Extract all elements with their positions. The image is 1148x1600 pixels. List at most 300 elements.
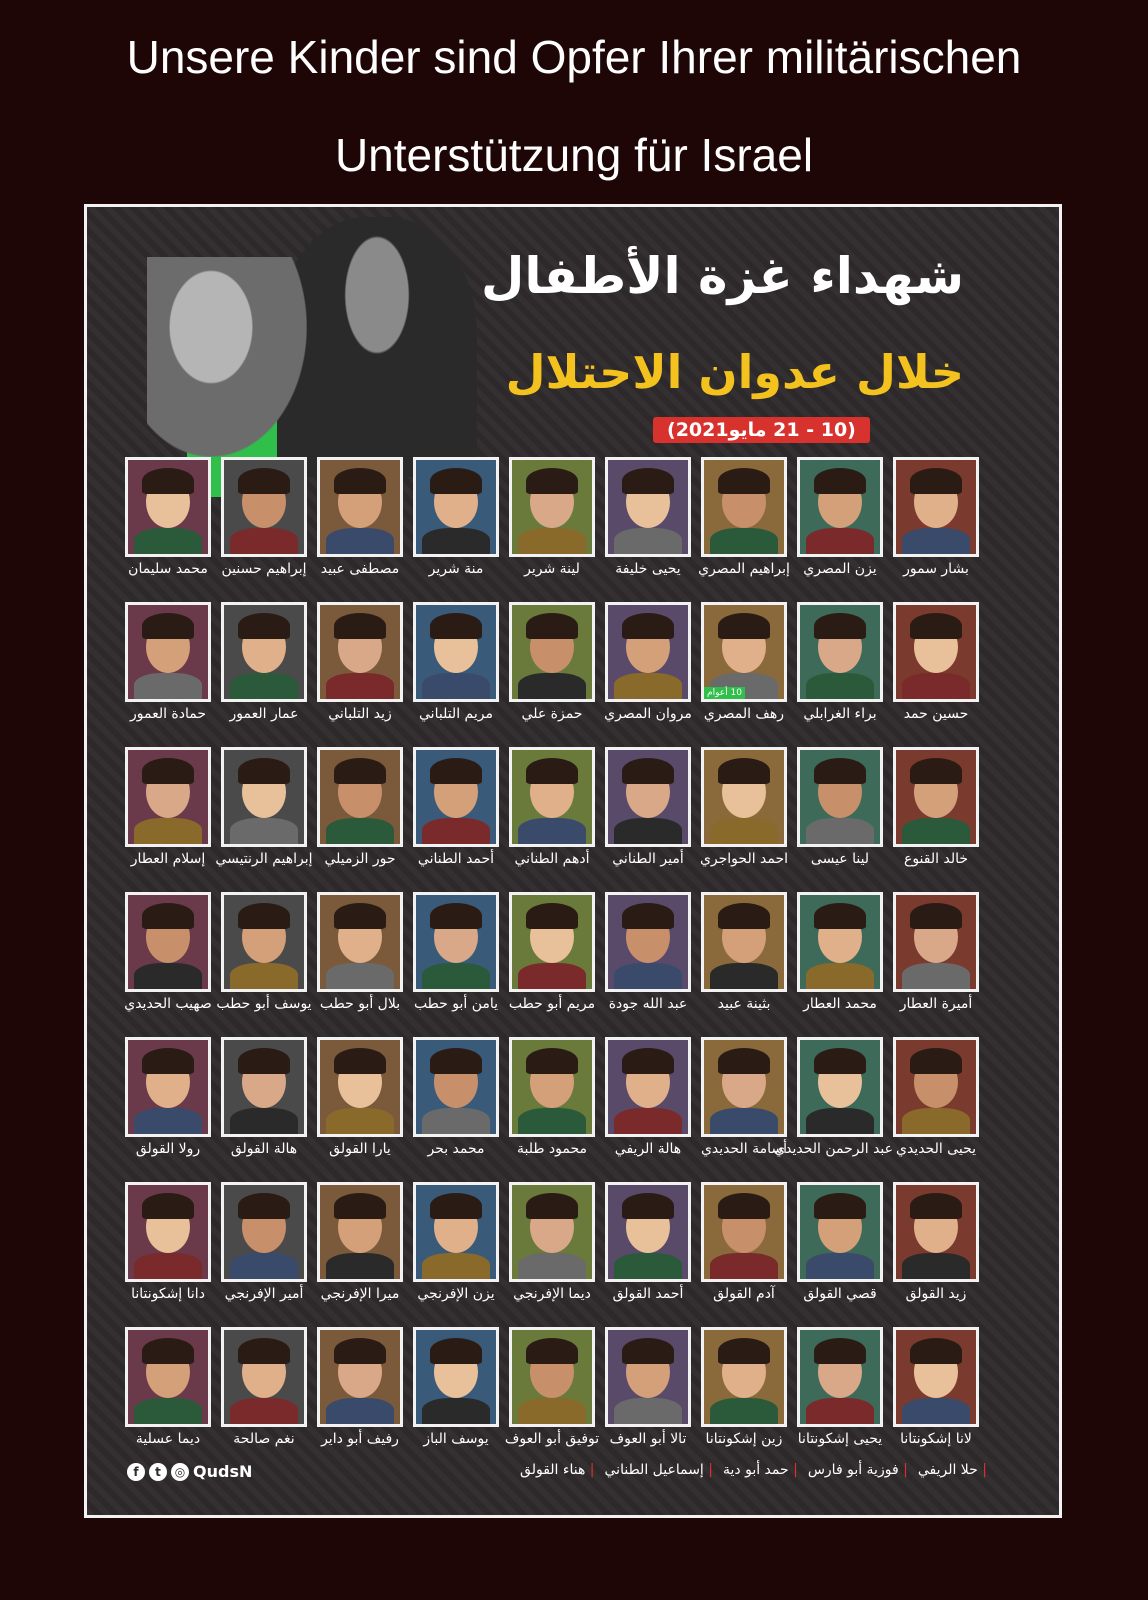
child-photo [605,602,691,702]
child-photo [893,1037,979,1137]
hair-shape [526,903,578,929]
child-photo [605,747,691,847]
shirt-shape [614,673,682,702]
child-card [221,1182,307,1312]
shirt-shape [518,528,586,557]
child-name: رفيف أبو داير [321,1431,399,1447]
poster-footer [127,1462,1027,1492]
child-name: إبراهيم حسنين [221,561,307,577]
child-photo [125,1037,211,1137]
child-photo [701,1327,787,1427]
child-photo [893,1327,979,1427]
child-card [797,457,883,587]
shirt-shape [134,528,202,557]
child-card [605,602,691,732]
hair-shape [910,468,962,494]
hair-shape [430,1338,482,1364]
child-photo [605,1182,691,1282]
child-name: يحيى إشكونتانا [797,1431,883,1447]
child-photo [317,457,403,557]
hair-shape [814,1048,866,1074]
shirt-shape [806,673,874,702]
child-card [216,892,312,1022]
hair-shape [526,1338,578,1364]
hair-shape [430,613,482,639]
hair-shape [142,758,194,784]
brand-name: QudsN [193,1462,253,1481]
shirt-shape [230,1108,298,1137]
hair-shape [718,613,770,639]
child-photo [605,1037,691,1137]
hair-shape [814,613,866,639]
child-name: لينة شرير [524,561,580,577]
child-photo [317,892,403,992]
hair-shape [526,613,578,639]
hair-shape [910,613,962,639]
shirt-shape [230,1253,298,1282]
child-card [413,602,499,732]
child-name: يحيى الحديدي [895,1141,977,1157]
hair-shape [142,1048,194,1074]
child-photo [797,1037,883,1137]
shirt-shape [230,963,298,992]
hair-shape [718,758,770,784]
shirt-shape [422,818,490,847]
hero-photo [147,217,477,477]
hair-shape [430,1048,482,1074]
hair-shape [142,903,194,929]
child-photo [125,1327,211,1427]
poster-subtitle: خلال عدوان الاحتلال [505,345,964,399]
child-name: رهف المصري [703,706,785,722]
shirt-shape [902,963,970,992]
child-name: يوسف الباز [423,1431,489,1447]
shirt-shape [422,1108,490,1137]
child-photo [509,1037,595,1137]
shirt-shape [422,963,490,992]
extra-name: | إسماعيل الطناني [605,1462,713,1478]
child-card [317,892,403,1022]
hair-shape [142,613,194,639]
child-card [413,1182,499,1312]
shirt-shape [134,1253,202,1282]
child-name: ديما الإفرنجي [513,1286,591,1302]
child-name: محمد بحر [427,1141,485,1157]
child-name: حمادة العمور [129,706,207,722]
hair-shape [718,1338,770,1364]
shirt-shape [614,963,682,992]
child-name: عمار العمور [229,706,299,722]
poster-title: شهداء غزة الأطفال [481,247,964,305]
child-name: حور الزميلي [324,851,396,867]
shirt-shape [902,1398,970,1427]
hair-shape [334,613,386,639]
child-photo [701,457,787,557]
child-card [797,1182,883,1312]
child-photo [509,602,595,702]
shirt-shape [806,1253,874,1282]
shirt-shape [326,1253,394,1282]
hair-shape [622,1048,674,1074]
child-card [125,1327,211,1457]
child-card [125,747,211,877]
child-card [125,602,211,732]
child-photo [893,602,979,702]
extra-name: | هناء القولق [520,1462,595,1478]
child-photo [509,1327,595,1427]
child-name: زين إشكونتانا [705,1431,783,1447]
child-card [221,1037,307,1167]
child-name: صهيب الحديدي [124,996,212,1012]
shirt-shape [806,1108,874,1137]
child-card [797,1327,883,1457]
hair-shape [718,903,770,929]
shirt-shape [806,963,874,992]
child-card [701,1182,787,1312]
child-card [413,747,499,877]
shirt-shape [614,1108,682,1137]
memorial-poster [84,204,1062,1518]
child-photo [701,892,787,992]
child-silhouette [147,257,307,457]
shirt-shape [614,818,682,847]
child-card [509,892,595,1022]
child-name: أدهم الطناني [514,851,590,867]
child-card [125,1037,211,1167]
child-name: ميرا الإفرنجي [320,1286,400,1302]
child-card [215,747,313,877]
hair-shape [910,903,962,929]
child-name: يحيى خليفة [615,561,681,577]
hair-shape [910,1338,962,1364]
hair-shape [238,613,290,639]
child-card [125,892,211,1022]
child-name: أميرة العطار [899,996,973,1012]
child-card [605,1327,691,1457]
child-card [605,1037,691,1167]
child-card [893,1327,979,1457]
child-card [413,1327,499,1457]
hair-shape [814,903,866,929]
hair-shape [814,1193,866,1219]
hair-shape [622,613,674,639]
shirt-shape [230,1398,298,1427]
shirt-shape [710,818,778,847]
hair-shape [142,1338,194,1364]
child-photo [797,747,883,847]
child-photo [701,1037,787,1137]
shirt-shape [134,963,202,992]
hair-shape [910,1048,962,1074]
child-name: خالد القنوع [903,851,969,867]
child-photo [797,892,883,992]
shirt-shape [710,963,778,992]
child-name: حمزة علي [521,706,583,722]
child-photo [413,892,499,992]
child-photo [221,1037,307,1137]
shirt-shape [230,528,298,557]
child-photo [605,892,691,992]
child-name: يوسف أبو حطب [216,996,312,1012]
child-photo [317,1327,403,1427]
hair-shape [910,758,962,784]
child-name: أحمد الطناني [417,851,495,867]
shirt-shape [614,1253,682,1282]
child-name: زيد القولق [905,1286,967,1302]
shirt-shape [326,1398,394,1427]
shirt-shape [902,1108,970,1137]
shirt-shape [902,673,970,702]
child-photo [125,1182,211,1282]
child-name: يارا القولق [329,1141,391,1157]
child-card [797,602,883,732]
shirt-shape [518,1253,586,1282]
child-name: أمير الطناني [612,851,684,867]
child-name: إبراهيم الرنتيسي [215,851,313,867]
shirt-shape [902,1253,970,1282]
child-card [701,747,787,877]
child-name: أحمد القولق [612,1286,684,1302]
child-photo [893,457,979,557]
child-card [605,892,691,1022]
child-name: أسامة الحديدي [700,1141,788,1157]
shirt-shape [230,818,298,847]
children-grid [125,457,979,1447]
hair-shape [430,758,482,784]
hair-shape [718,1048,770,1074]
child-photo [125,457,211,557]
child-card [605,747,691,877]
shirt-shape [710,1108,778,1137]
shirt-shape [326,1108,394,1137]
child-photo [605,457,691,557]
child-card [605,457,691,587]
shirt-shape [902,818,970,847]
hair-shape [238,903,290,929]
child-name: عبد الرحمن الحديدي [774,1141,893,1157]
shirt-shape [518,1108,586,1137]
child-card [893,457,979,587]
child-name: محمد العطار [803,996,877,1012]
shirt-shape [134,818,202,847]
child-photo [125,602,211,702]
hair-shape [526,468,578,494]
child-name: زيد التلباني [328,706,392,722]
child-card [413,457,499,587]
brand-logo [127,1462,252,1481]
shirt-shape [710,528,778,557]
child-photo [509,457,595,557]
hair-shape [910,1193,962,1219]
child-name: أمير الإفرنجي [224,1286,304,1302]
child-name: إسلام العطار [130,851,206,867]
shirt-shape [422,528,490,557]
hair-shape [238,1338,290,1364]
shirt-shape [806,818,874,847]
child-name: يزن الإفرنجي [417,1286,495,1302]
hair-shape [334,758,386,784]
child-card [701,602,787,732]
child-card [774,1037,893,1167]
child-card [701,892,787,1022]
shirt-shape [806,528,874,557]
extra-names-list [520,1462,987,1478]
child-photo [413,457,499,557]
shirt-shape [230,673,298,702]
shirt-shape [134,1108,202,1137]
child-name: نغم صالحة [233,1431,295,1447]
shirt-shape [518,1398,586,1427]
child-name: يامن أبو حطب [413,996,499,1012]
child-photo [221,1182,307,1282]
child-photo [413,1037,499,1137]
shirt-shape [134,1398,202,1427]
child-name: بشار سمور [903,561,969,577]
child-card [317,1327,403,1457]
child-card [893,747,979,877]
shirt-shape [134,673,202,702]
child-card [893,1182,979,1312]
child-photo [125,747,211,847]
shirt-shape [326,818,394,847]
child-card [698,457,790,587]
shirt-shape [902,528,970,557]
child-name: براء الغرابلي [803,706,877,722]
child-photo [701,1182,787,1282]
hair-shape [238,758,290,784]
child-name: هالة الريفي [614,1141,682,1157]
child-name: تالا أبو العوف [609,1431,687,1447]
child-name: إبراهيم المصري [698,561,790,577]
hair-shape [622,758,674,784]
child-card [317,747,403,877]
child-name: بثينة عبيد [717,996,771,1012]
child-photo [413,602,499,702]
child-photo [317,747,403,847]
child-card [317,1037,403,1167]
shirt-shape [710,1398,778,1427]
child-photo [317,602,403,702]
shirt-shape [806,1398,874,1427]
child-name: دانا إشكونتانا [131,1286,205,1302]
facebook-icon: f [127,1463,145,1481]
extra-name: | فوزية أبو فارس [808,1462,908,1478]
child-card [509,747,595,877]
hair-shape [142,468,194,494]
child-card [221,457,307,587]
page-header [0,0,1148,200]
man-silhouette [277,217,477,477]
hair-shape [334,1193,386,1219]
child-photo [797,457,883,557]
child-name: هالة القولق [230,1141,298,1157]
child-name: محمد سليمان [128,561,208,577]
hair-shape [526,758,578,784]
child-name: بلال أبو حطب [319,996,401,1012]
hair-shape [334,903,386,929]
child-card [413,1037,499,1167]
child-card [701,1327,787,1457]
child-photo [221,602,307,702]
child-name: يزن المصري [803,561,877,577]
child-name: مريم أبو حطب [508,996,596,1012]
hair-shape [430,903,482,929]
extra-name: | حلا الريفي [918,1462,987,1478]
hair-shape [430,468,482,494]
child-card [509,1182,595,1312]
shirt-shape [614,1398,682,1427]
hair-shape [430,1193,482,1219]
shirt-shape [710,1253,778,1282]
shirt-shape [422,673,490,702]
hair-shape [334,1048,386,1074]
child-photo [221,457,307,557]
child-photo [125,892,211,992]
child-photo [221,1327,307,1427]
age-badge: 10 أعوام [704,687,745,699]
hair-shape [718,468,770,494]
child-photo [221,747,307,847]
child-card [413,892,499,1022]
child-card [893,602,979,732]
headline-line-2: Unterstützung für Israel [334,129,814,181]
shirt-shape [518,818,586,847]
child-card [509,602,595,732]
child-photo [893,1182,979,1282]
child-photo [893,892,979,992]
child-photo [797,602,883,702]
extra-name: | حمد أبو دية [723,1462,798,1478]
child-card [317,602,403,732]
child-name: عبد الله جودة [608,996,688,1012]
child-name: مريم التلباني [419,706,493,722]
child-name: ديما عسلية [135,1431,201,1447]
headline-line-1: Unsere Kinder sind Opfer Ihrer militärischen [126,31,1022,83]
child-card [509,457,595,587]
shirt-shape [518,963,586,992]
child-name: آدم القولق [713,1286,775,1302]
hair-shape [622,1193,674,1219]
child-photo [797,1327,883,1427]
child-card [221,602,307,732]
hair-shape [238,468,290,494]
child-photo [317,1037,403,1137]
child-card [797,892,883,1022]
hair-shape [238,1193,290,1219]
shirt-shape [518,673,586,702]
child-card [797,747,883,877]
hair-shape [814,468,866,494]
hair-shape [622,903,674,929]
child-card [893,1037,979,1167]
hair-shape [142,1193,194,1219]
shirt-shape [614,528,682,557]
child-name: لينا عيسى [810,851,870,867]
child-photo [893,747,979,847]
child-name: محمود طلبة [516,1141,588,1157]
hair-shape [814,758,866,784]
child-photo [221,892,307,992]
child-card [701,1037,787,1167]
child-name: لانا إشكونتانا [900,1431,972,1447]
child-card [605,1182,691,1312]
shirt-shape [422,1398,490,1427]
child-photo [413,1327,499,1427]
date-badge: (10 - 21 مايو2021) [653,417,870,443]
child-photo [413,747,499,847]
child-name: قصي القولق [803,1286,877,1302]
hair-shape [238,1048,290,1074]
